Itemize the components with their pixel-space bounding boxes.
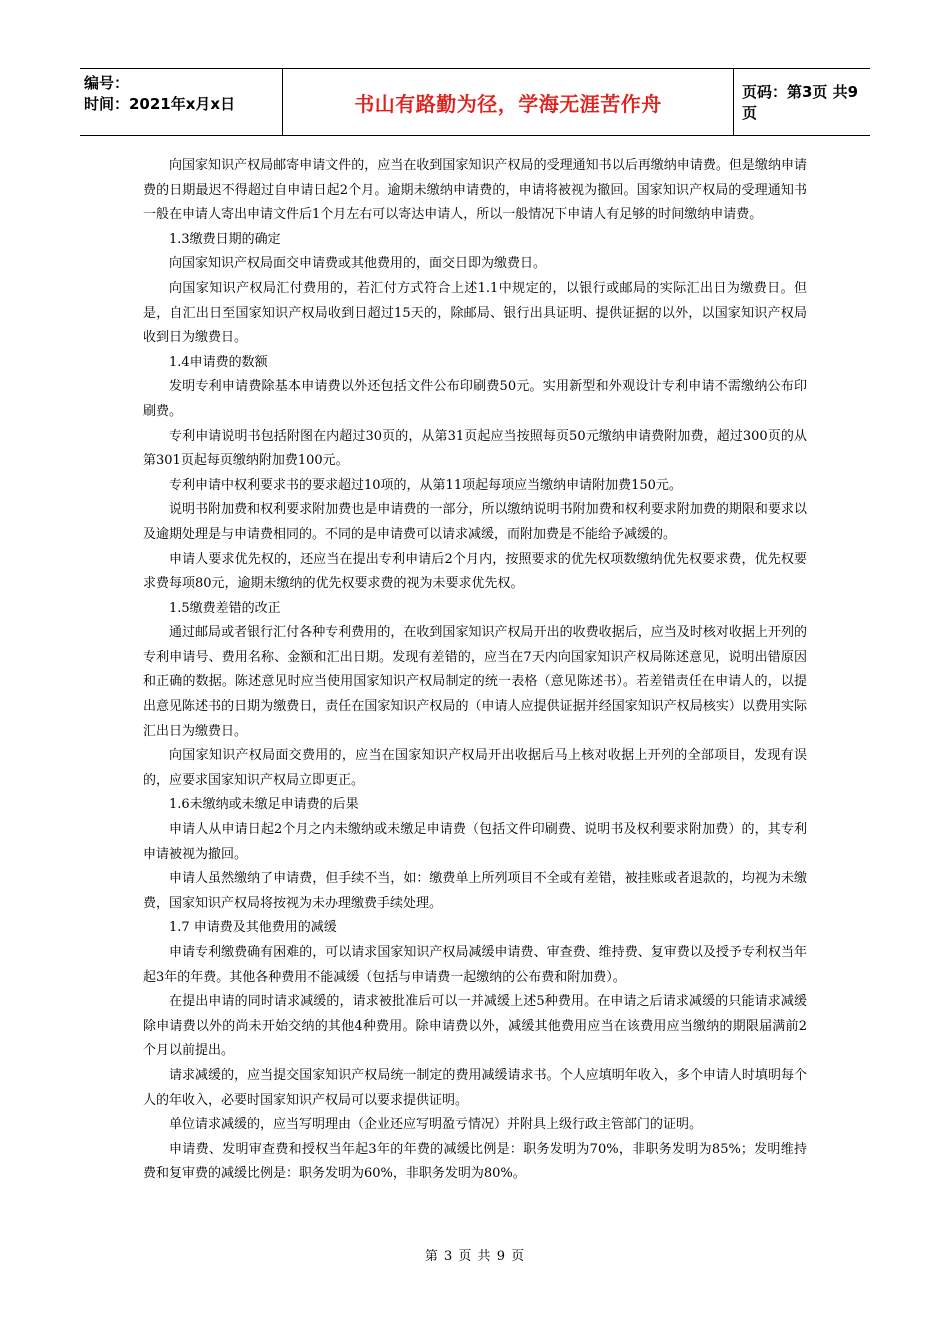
paragraph: 在提出申请的同时请求减缓的，请求被批准后可以一并减缓上述5种费用。在申请之后请求减缓的只能请求减缓除申请费以外的尚未开始交纳的其他4种费用。除申请费以外，减缓其他费用应当在该费用应当缴纳的期限届满前2个月以前提出。 — [143, 994, 807, 1059]
page-header — [80, 68, 870, 136]
document-body — [143, 154, 807, 1187]
section-heading: 1.6未缴纳或未缴足申请费的后果 — [169, 797, 359, 813]
paragraph: 说明书附加费和权利要求附加费也是申请费的一部分，所以缴纳说明书附加费和权利要求附加费的期限和要求以及逾期处理是与申请费相同的。不同的是申请费可以请求减缓，而附加费是不能给予减缓的。 — [143, 502, 807, 542]
paragraph: 申请人虽然缴纳了申请费，但手续不当，如：缴费单上所列项目不全或有差错，被挂账或者退款的，均视为未缴费，国家知识产权局将按视为未办理缴费手续处理。 — [143, 871, 807, 911]
paragraph: 专利申请说明书包括附图在内超过30页的，从第31页起应当按照每页50元缴纳申请费附加费，超过300页的从第301页起每页缴纳附加费100元。 — [143, 428, 807, 469]
paragraph: 向国家知识产权局邮寄申请文件的，应当在收到国家知识产权局的受理通知书以后再缴纳申请费。但是缴纳申请费的日期最迟不得超过自申请日起2个月。逾期未缴纳申请费的，申请将被视为撤回。国家知识产权局的受理通知书一般在申请人寄出申请文件后1个月左右可以寄达申请人，所以一般情况下申请人有足够的时间缴纳申请费。 — [143, 158, 807, 223]
paragraph: 单位请求减缓的，应当写明理由（企业还应写明盈亏情况）并附具上级行政主管部门的证明。 — [169, 1117, 703, 1133]
paragraph: 申请人要求优先权的，还应当在提出专利申请后2个月内，按照要求的优先权项数缴纳优先权要求费，优先权要求费每项80元，逾期未缴纳的优先权要求费的视为未要求优先权。 — [143, 551, 807, 592]
section-heading: 1.7 申请费及其他费用的减缓 — [169, 920, 337, 936]
paragraph: 通过邮局或者银行汇付各种专利费用的，在收到国家知识产权局开出的收费收据后，应当及时核对收据上开列的专利申请号、费用名称、金额和汇出日期。发现有差错的，应当在7天内向国家知识产权局陈述意见，说明出错原因和正确的数据。陈述意见时应当使用国家知识产权局制定的统一表格（意见陈述书）。若差错责任在申请人的，以提出意见陈述书的日期为缴费日，责任在国家知识产权局的（申请人应提供证据并经国家知识产权局核实）以费用实际汇出日为缴费日。 — [143, 625, 807, 739]
paragraph: 向国家知识产权局面交费用的，应当在国家知识产权局开出收据后马上核对收据上开列的全部项目，发现有误的，应要求国家知识产权局立即更正。 — [143, 748, 807, 788]
header-motto: 书山有路勤为径，学海无涯苦作舟 — [283, 69, 734, 135]
paragraph: 申请费、发明审查费和授权当年起3年的年费的减缓比例是：职务发明为70%，非职务发明为85%；发明维持费和复审费的减缓比例是：职务发明为60%，非职务发明为80%。 — [143, 1141, 807, 1182]
section-heading: 1.5缴费差错的改正 — [169, 600, 281, 616]
header-page-label: 页码：第3页 共9页 — [742, 83, 859, 122]
paragraph: 向国家知识产权局面交申请费或其他费用的，面交日即为缴费日。 — [169, 256, 547, 272]
header-number-label: 编号： — [84, 74, 130, 92]
header-date-label: 时间：2021年x月x日 — [84, 95, 236, 113]
paragraph: 申请人从申请日起2个月之内未缴纳或未缴足申请费（包括文件印刷费、说明书及权利要求附加费）的，其专利申请被视为撤回。 — [143, 822, 807, 862]
paragraph: 专利申请中权利要求书的要求超过10项的，从第11项起每项应当缴纳申请附加费150元。 — [169, 477, 682, 493]
page-footer: 第 3 页 共 9 页 — [424, 1249, 526, 1264]
paragraph: 请求减缓的，应当提交国家知识产权局统一制定的费用减缓请求书。个人应填明年收入，多个申请人时填明每个人的年收入，必要时国家知识产权局可以要求提供证明。 — [143, 1067, 807, 1108]
paragraph: 申请专利缴费确有困难的，可以请求国家知识产权局减缓申请费、审查费、维持费、复审费以及授予专利权当年起3年的年费。其他各种费用不能减缓（包括与申请费一起缴纳的公布费和附加费）。 — [143, 945, 807, 985]
paragraph: 发明专利申请费除基本申请费以外还包括文件公布印刷费50元。实用新型和外观设计专利申请不需缴纳公布印刷费。 — [143, 379, 807, 419]
paragraph: 向国家知识产权局汇付费用的，若汇付方式符合上述1.1中规定的，以银行或邮局的实际汇出日为缴费日。但是，自汇出日至国家知识产权局收到日超过15天的，除邮局、银行出具证明、提供证据的以外，以国家知识产权局收到日为缴费日。 — [143, 280, 807, 346]
section-heading: 1.3缴费日期的确定 — [169, 231, 281, 247]
section-heading: 1.4申请费的数额 — [169, 354, 268, 370]
header-meta — [80, 69, 283, 135]
